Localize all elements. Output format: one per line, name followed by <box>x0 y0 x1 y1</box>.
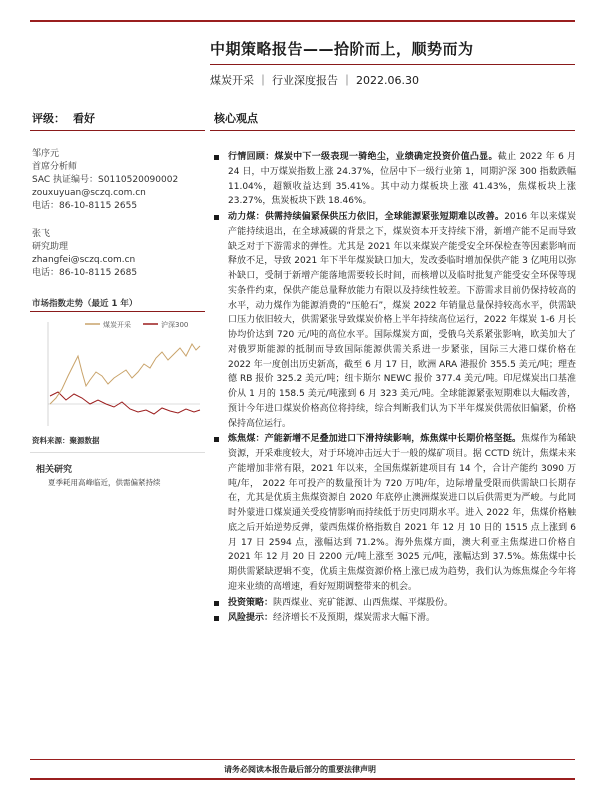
bullet-lead: 行情回顾：煤炭中下一级表现一骑绝尘，业绩确定投资价值凸显。 <box>228 152 498 162</box>
core-view-label: 核心观点 <box>214 112 258 125</box>
bottom-accent-band <box>30 778 575 780</box>
series-line-hs300 <box>50 392 200 414</box>
legend-label-coal: 煤炭开采 <box>103 321 131 329</box>
related-top-rule <box>30 452 205 453</box>
rating <box>32 110 95 126</box>
top-accent-rule <box>30 20 575 22</box>
bullet-square-icon <box>214 215 219 220</box>
bullet-text: 经济增长不及预期，煤炭需求大幅下滑。 <box>273 613 436 624</box>
bullet-lead: 动力煤：供需持续偏紧保供压力依旧，全球能源紧张短期难以改善。 <box>228 212 505 222</box>
bullet-thermal-coal <box>214 210 576 431</box>
bullet-text: 2016 年以来煤炭产能持续退出，在全球减碳的背景之下，煤炭资本开支持续下滑，新增产能不足而导致缺乏对于下游需求的弹性。尤其是 2021 年以来煤炭产能受安全环保检查等因素影响而释放不足，导致 2021 年下半年煤炭缺口加大，发改委临时增加保供产能 3 亿吨用以弥补缺口，受制于新增产能落地需要较长时间，而核增以及临时批复产能受安全环保等现实条件约束，保供产能总量释放能力有限以及持续性较差。下游需求目前仍保持较高的水平，动力煤作为能源消费的“压舱石”，煤炭 2022 年销量总量保持较高水平，供需缺口压力依旧较大，供需紧张导致煤炭价格上半年持续高位运行，2022 年煤炭 1-6 月长协均价达到 720 元/吨的高位水平。国际煤炭方面，受俄乌关系紧张影响，欧美加大了对俄罗斯能源的抵制而导致国际能源供需关系进一步紧张，国际三大港口煤价格在 2022 年一度创出历史新高，截至 6 月 17 日，欧洲 ARA 港报价 355.5 美元/吨；理查德 RB 报价 325.2 美元/吨；纽卡斯尔 NEWC 报价 377.4 美元/吨。印尼煤炭出口基准价从 1 月的 158.5 美元/吨涨到 6 月 323 美元/吨。全球能源紧张短期难以大幅改善，预计今年进口煤炭价格高位将持续，综合判断我们认为下半年煤炭供需依旧偏紧，价格保持高位运行。 <box>228 212 577 429</box>
bullet-risk-warning <box>214 611 576 626</box>
bullet-text: 截止 2022 年 6 月 24 日，中万煤炭指数上涨 24.37%，位居中下一级行业第 1，同期沪深 300 指数跌幅 11.04%，超额收益达到 35.41%。其中动力煤板块上涨 41.43%，焦煤板块上涨 23.27%，焦炭板块下跌 18.46%。 <box>228 152 576 207</box>
bullet-square-icon <box>214 155 219 160</box>
analyst-phone: 电话：86-10-8115 2685 <box>32 268 138 278</box>
bullet-text: 焦煤作为稀缺资源，开采难度较大，对于环境冲击远大于一般的煤矿项目。据 CCTD 统计，焦煤未来产能增加非常有限，2021 年以来，全国焦煤新建项目有 14 个，合计产能约 3090 万吨/年， 2022 年可投产的数量预计为 720 万吨/年，边际增量受限而供需缺口长期存在，尤其是优质主焦煤资源自 2020 年底停止澳洲煤炭进口以后供需更为严峻。与此同时外蒙进口煤炭通关受疫情影响而持续低于历史同期水平。进入 2022 年，焦煤价格触底之后开始逆势反弹，蒙西焦煤价格指数自 2021 年 12 月 10 日的 1515 点上涨到 6 月 17 日 2594 点，涨幅达到 71.2%。海外焦煤方面，澳大利亚主焦煤进口价格自 2021 年 12 月 20 日 2200 元/吨上涨至 3025 元/吨，涨幅达到 37.5%。炼焦煤中长期供需紧缺逻辑不变，优质主焦煤资源价格上涨已成为趋势，我们认为炼焦煤企今年将迎来业绩的高增速，看好短期调整带来的机会。 <box>228 434 576 592</box>
bullet-square-icon <box>214 616 219 621</box>
analyst-email[interactable]: zhangfei@sczq.com.cn <box>32 255 136 265</box>
analyst-role: 首席分析师 <box>32 162 78 172</box>
analyst-name: 邹序元 <box>32 149 60 159</box>
bullet-market-review <box>214 150 576 209</box>
right-section-rule <box>210 130 575 131</box>
chart-legend <box>85 320 188 329</box>
analyst-email[interactable]: zouxuyuan@sczq.com.cn <box>32 188 146 198</box>
rating-label: 评级： <box>32 112 65 125</box>
chart-title-rule <box>30 311 205 312</box>
bullet-lead: 投资策略： <box>228 597 274 608</box>
footer-rule <box>30 759 575 760</box>
rating-value: 看好 <box>73 112 95 125</box>
analyst-card-2 <box>32 228 137 280</box>
bullet-lead: 炼焦煤：产能新增不足叠加进口下滑持续影响，炼焦煤中长期价格坚挺。 <box>228 434 522 445</box>
core-view-body <box>214 150 576 627</box>
bullet-square-icon <box>214 437 219 442</box>
bullet-lead: 风险提示： <box>228 613 274 624</box>
left-section-rule <box>30 130 205 131</box>
bullet-square-icon <box>214 601 219 606</box>
analyst-role: 研究助理 <box>32 242 69 252</box>
chart-source: 资料来源：聚源数据 <box>32 436 100 445</box>
report-subtitle: 煤炭开采 ｜ 行业深度报告 ｜ 2022.06.30 <box>210 74 419 87</box>
bullet-coking-coal <box>214 432 576 594</box>
legend-label-hs300: 沪深300 <box>161 321 189 329</box>
title-divider <box>210 64 575 65</box>
analyst-phone: 电话：86-10-8115 2655 <box>32 201 138 211</box>
bullet-investment-strategy <box>214 596 576 611</box>
analyst-sac-number: SAC 执证编号：S0110520090002 <box>32 175 179 185</box>
related-research-title: 相关研究 <box>36 465 73 475</box>
analyst-card-1 <box>32 148 178 213</box>
market-index-chart <box>30 314 205 432</box>
footer-disclaimer: 请务必阅读本报告最后部分的重要法律声明 <box>224 765 376 774</box>
chart-title: 市场指数走势（最近 1 年） <box>32 299 138 309</box>
related-research-item[interactable]: 夏季耗用高峰临近，供需偏紧持续 <box>48 478 161 487</box>
bullet-text: 陕西煤业、兖矿能源、山西焦煤、平煤股份。 <box>273 597 454 608</box>
report-title: 中期策略报告——拾阶而上，顺势而为 <box>210 40 474 58</box>
analyst-name: 张飞 <box>32 229 51 239</box>
